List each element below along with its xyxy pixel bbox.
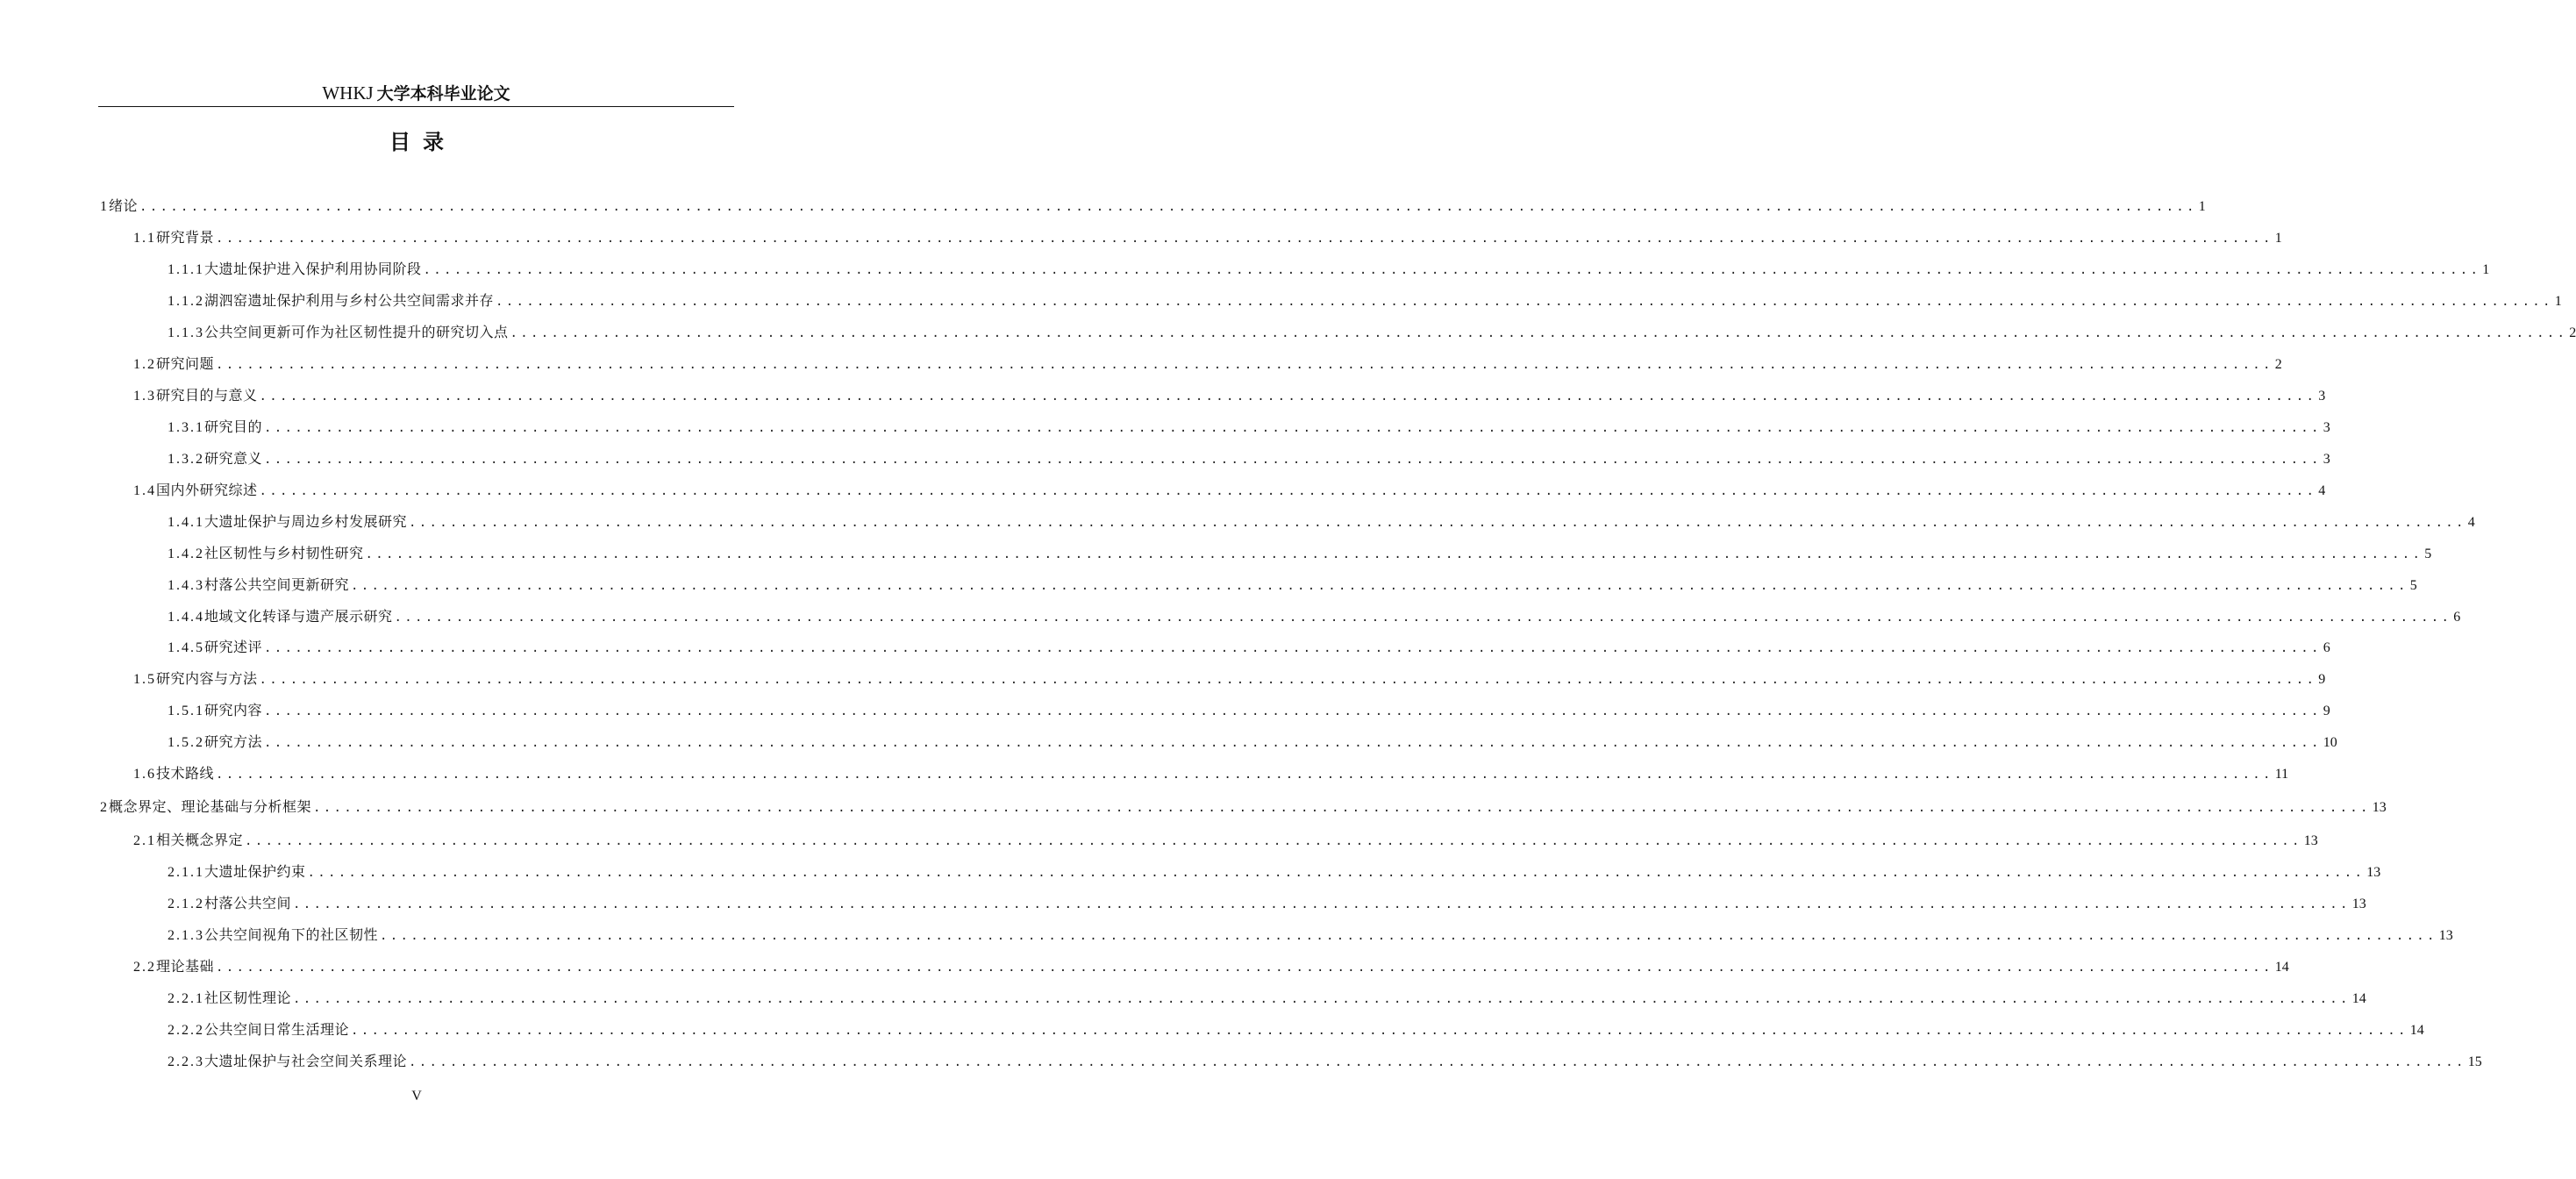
toc-entry-number: 1.4.2 (168, 547, 204, 561)
toc-entry-number: 1.6 (133, 767, 156, 782)
toc-entry-title: 理论基础 (156, 958, 215, 975)
dot-leader: ........................................................................................................................................................................................................ (380, 929, 2437, 943)
toc-entry-title: 研究述评 (204, 639, 263, 655)
dot-leader: ........................................................................................................................................................................................................ (259, 484, 2317, 498)
dot-leader: ........................................................................................................................................................................................................ (216, 358, 2273, 372)
dot-leader: ........................................................................................................................................................................................................ (216, 961, 2273, 975)
toc-entry-page: 3 (2323, 420, 2330, 435)
dot-leader: ........................................................................................................................................................................................................ (259, 389, 2317, 404)
toc-entry[interactable] (133, 957, 2289, 977)
toc-entry[interactable] (168, 544, 2432, 564)
toc-entry-title: 大遗址保护与周边乡村发展研究 (204, 513, 408, 530)
toc-entry-title: 社区韧性与乡村韧性研究 (204, 545, 364, 561)
toc-entry-number: 1.3.2 (168, 452, 204, 467)
toc-entry-page: 9 (2318, 672, 2326, 687)
toc-entry[interactable] (133, 386, 2326, 406)
toc-entry-page: 1 (2274, 231, 2282, 246)
toc-entry-page: 1 (2554, 294, 2562, 309)
toc-entry-number: 1.1.1 (168, 262, 204, 277)
toc-entry-number: 1.4.4 (168, 610, 204, 625)
dot-leader: ........................................................................................................................................................................................................ (216, 768, 2273, 782)
toc-entry-page: 5 (2424, 547, 2432, 561)
dot-leader: ........................................................................................................................................................................................................ (264, 641, 2322, 655)
toc-entry-title: 大遗址保护与社会空间关系理论 (204, 1053, 408, 1069)
toc-entry[interactable] (168, 449, 2330, 469)
toc-entry-number: 1.1 (133, 231, 156, 246)
toc-entry[interactable] (168, 989, 2366, 1009)
toc-entry[interactable] (168, 638, 2330, 658)
toc-entry-title: 湖泗窑遗址保护利用与乡村公共空间需求并存 (204, 292, 495, 309)
toc-entry-number: 1.2 (133, 357, 156, 372)
toc-entry-page: 5 (2409, 578, 2417, 593)
toc-entry-title: 地域文化转译与遗产展示研究 (204, 608, 393, 625)
toc-entry-number: 1.4.5 (168, 640, 204, 655)
toc-entry[interactable] (133, 669, 2326, 690)
toc-entry-title: 公共空间更新可作为社区韧性提升的研究切入点 (204, 324, 509, 340)
toc-entry-page: 4 (2318, 483, 2326, 498)
toc-entry[interactable] (168, 1020, 2424, 1040)
toc-entry-title: 社区韧性理论 (204, 990, 292, 1006)
dot-leader: ........................................................................................................................................................................................................ (245, 834, 2302, 848)
toc-entry-number: 1.1.3 (168, 325, 204, 340)
toc-entry-number: 1.1.2 (168, 294, 204, 309)
toc-entry-page: 14 (2274, 960, 2289, 975)
toc-entry[interactable] (168, 1052, 2482, 1072)
toc-entry-title: 研究内容与方法 (156, 670, 258, 687)
toc-entry[interactable] (168, 701, 2330, 721)
dot-leader: ........................................................................................................................................................................................................ (293, 992, 2351, 1006)
toc-entry-page: 1 (2482, 262, 2490, 277)
dot-leader: ........................................................................................................................................................................................................ (139, 200, 2197, 214)
toc-entry[interactable] (168, 894, 2366, 914)
dot-leader: ........................................................................................................................................................................................................ (409, 1055, 2466, 1069)
toc-entry-title: 村落公共空间更新研究 (204, 576, 350, 593)
toc-entry-title: 相关概念界定 (156, 832, 244, 848)
toc-entry[interactable] (133, 228, 2282, 248)
toc-entry-title: 绪论 (109, 197, 139, 214)
dot-leader: ........................................................................................................................................................................................................ (264, 421, 2322, 435)
toc-entry-number: 2.1.3 (168, 928, 204, 943)
toc-entry-title: 公共空间日常生活理论 (204, 1021, 350, 1038)
dot-leader: ........................................................................................................................................................................................................ (264, 736, 2322, 750)
dot-leader: ........................................................................................................................................................................................................ (259, 673, 2317, 687)
toc-entry-number: 1.4.1 (168, 515, 204, 530)
toc-entry-number: 1.4.3 (168, 578, 204, 593)
toc-entry-page: 4 (2467, 515, 2475, 530)
toc-entry-number: 1.5.2 (168, 735, 204, 750)
toc-entry-title: 国内外研究综述 (156, 482, 258, 498)
toc-entry-number: 1.5.1 (168, 704, 204, 718)
dot-leader: ........................................................................................................................................................................................................ (423, 263, 2481, 277)
dot-leader: ........................................................................................................................................................................................................ (394, 611, 2452, 625)
toc-entry[interactable] (133, 481, 2326, 501)
toc-entry-number: 2.1 (133, 833, 156, 848)
toc-entry-page: 13 (2438, 928, 2453, 943)
toc-entry[interactable] (168, 925, 2453, 946)
toc-entry-page: 3 (2318, 389, 2326, 404)
toc-entry-page: 2 (2274, 357, 2282, 372)
running-header (98, 81, 734, 107)
toc-entry-title: 技术路线 (156, 765, 215, 782)
toc-entry[interactable] (168, 512, 2475, 532)
toc-entry-title: 研究背景 (156, 229, 215, 246)
toc-entry-page: 3 (2323, 452, 2330, 467)
toc-entry-title: 研究目的与意义 (156, 387, 258, 404)
toc-entry-number: 2.2.3 (168, 1054, 204, 1069)
toc-entry[interactable] (168, 607, 2461, 627)
toc-entry-number: 2 (100, 800, 109, 815)
dot-leader: ........................................................................................................................................................................................................ (365, 547, 2423, 561)
dot-leader: ........................................................................................................................................................................................................ (351, 579, 2408, 593)
toc-entry-page: 10 (2323, 735, 2337, 750)
toc-entry-number: 2.1.1 (168, 865, 204, 880)
toc-entry-page: 13 (2366, 865, 2381, 880)
toc-entry-page: 6 (2453, 610, 2461, 625)
toc-entry[interactable] (100, 797, 2387, 818)
toc-entry-page: 1 (2198, 199, 2206, 214)
toc-entry-title: 大遗址保护进入保护利用协同阶段 (204, 261, 422, 277)
toc-entry-number: 1.3.1 (168, 420, 204, 435)
header-title: 大学本科毕业论文 (376, 84, 510, 104)
toc-entry-number: 2.1.2 (168, 897, 204, 911)
toc-entry-number: 1.4 (133, 483, 156, 498)
dot-leader: ........................................................................................................................................................................................................ (351, 1024, 2408, 1038)
toc-entry[interactable] (168, 291, 2562, 311)
toc-entry-title: 研究意义 (204, 450, 263, 467)
toc-entry-title: 研究方法 (204, 733, 263, 750)
dot-leader: ........................................................................................................................................................................................................ (409, 516, 2466, 530)
toc-entry-title: 大遗址保护约束 (204, 863, 306, 880)
toc-entry-title: 概念界定、理论基础与分析框架 (109, 798, 312, 815)
toc-entry-title: 研究内容 (204, 702, 263, 718)
dot-leader: ........................................................................................................................................................................................................ (293, 897, 2351, 911)
toc-entry[interactable] (100, 196, 2206, 217)
toc-entry-page: 2 (2569, 325, 2576, 340)
toc-entry-number: 2.2.1 (168, 991, 204, 1006)
dot-leader: ........................................................................................................................................................................................................ (313, 801, 2371, 815)
toc-entry[interactable] (168, 418, 2330, 438)
toc-entry-page: 13 (2303, 833, 2318, 848)
toc-entry-page: 11 (2274, 767, 2289, 782)
toc-entry-title: 公共空间视角下的社区韧性 (204, 926, 379, 943)
dot-leader: ........................................................................................................................................................................................................ (510, 326, 2568, 340)
dot-leader: ........................................................................................................................................................................................................ (307, 866, 2365, 880)
toc-entry[interactable] (168, 575, 2417, 596)
toc-entry-page: 9 (2323, 704, 2330, 718)
toc-entry-number: 2.2 (133, 960, 156, 975)
toc-entry[interactable] (133, 764, 2289, 784)
toc-entry-page: 13 (2372, 800, 2387, 815)
dot-leader: ........................................................................................................................................................................................................ (216, 232, 2273, 246)
toc-entry[interactable] (133, 354, 2282, 375)
toc-entry-page: 6 (2323, 640, 2330, 655)
dot-leader: ........................................................................................................................................................................................................ (264, 453, 2322, 467)
toc-title: 目录 (389, 130, 456, 154)
toc-entry-title: 研究目的 (204, 418, 263, 435)
dot-leader: ........................................................................................................................................................................................................ (496, 295, 2553, 309)
toc-entry-page: 15 (2467, 1054, 2482, 1069)
toc-entry-page: 13 (2351, 897, 2366, 911)
toc-entry-number: 1.3 (133, 389, 156, 404)
toc-entry-number: 1 (100, 199, 109, 214)
dot-leader: ........................................................................................................................................................................................................ (264, 704, 2322, 718)
toc-entry[interactable] (168, 862, 2381, 882)
page-number: V (411, 1089, 422, 1104)
toc-entry[interactable] (168, 732, 2337, 753)
toc-entry[interactable] (168, 260, 2490, 280)
toc-entry-title: 村落公共空间 (204, 895, 292, 911)
toc-entry-number: 1.5 (133, 672, 156, 687)
header-rule (98, 106, 734, 107)
toc-entry[interactable] (168, 323, 2576, 343)
toc-entry-number: 2.2.2 (168, 1023, 204, 1038)
header-latin-prefix: WHKJ (322, 82, 374, 104)
toc-entry-title: 研究问题 (156, 355, 215, 372)
toc-entry-page: 14 (2351, 991, 2366, 1006)
toc-entry-page: 14 (2409, 1023, 2424, 1038)
toc-entry[interactable] (133, 831, 2318, 851)
